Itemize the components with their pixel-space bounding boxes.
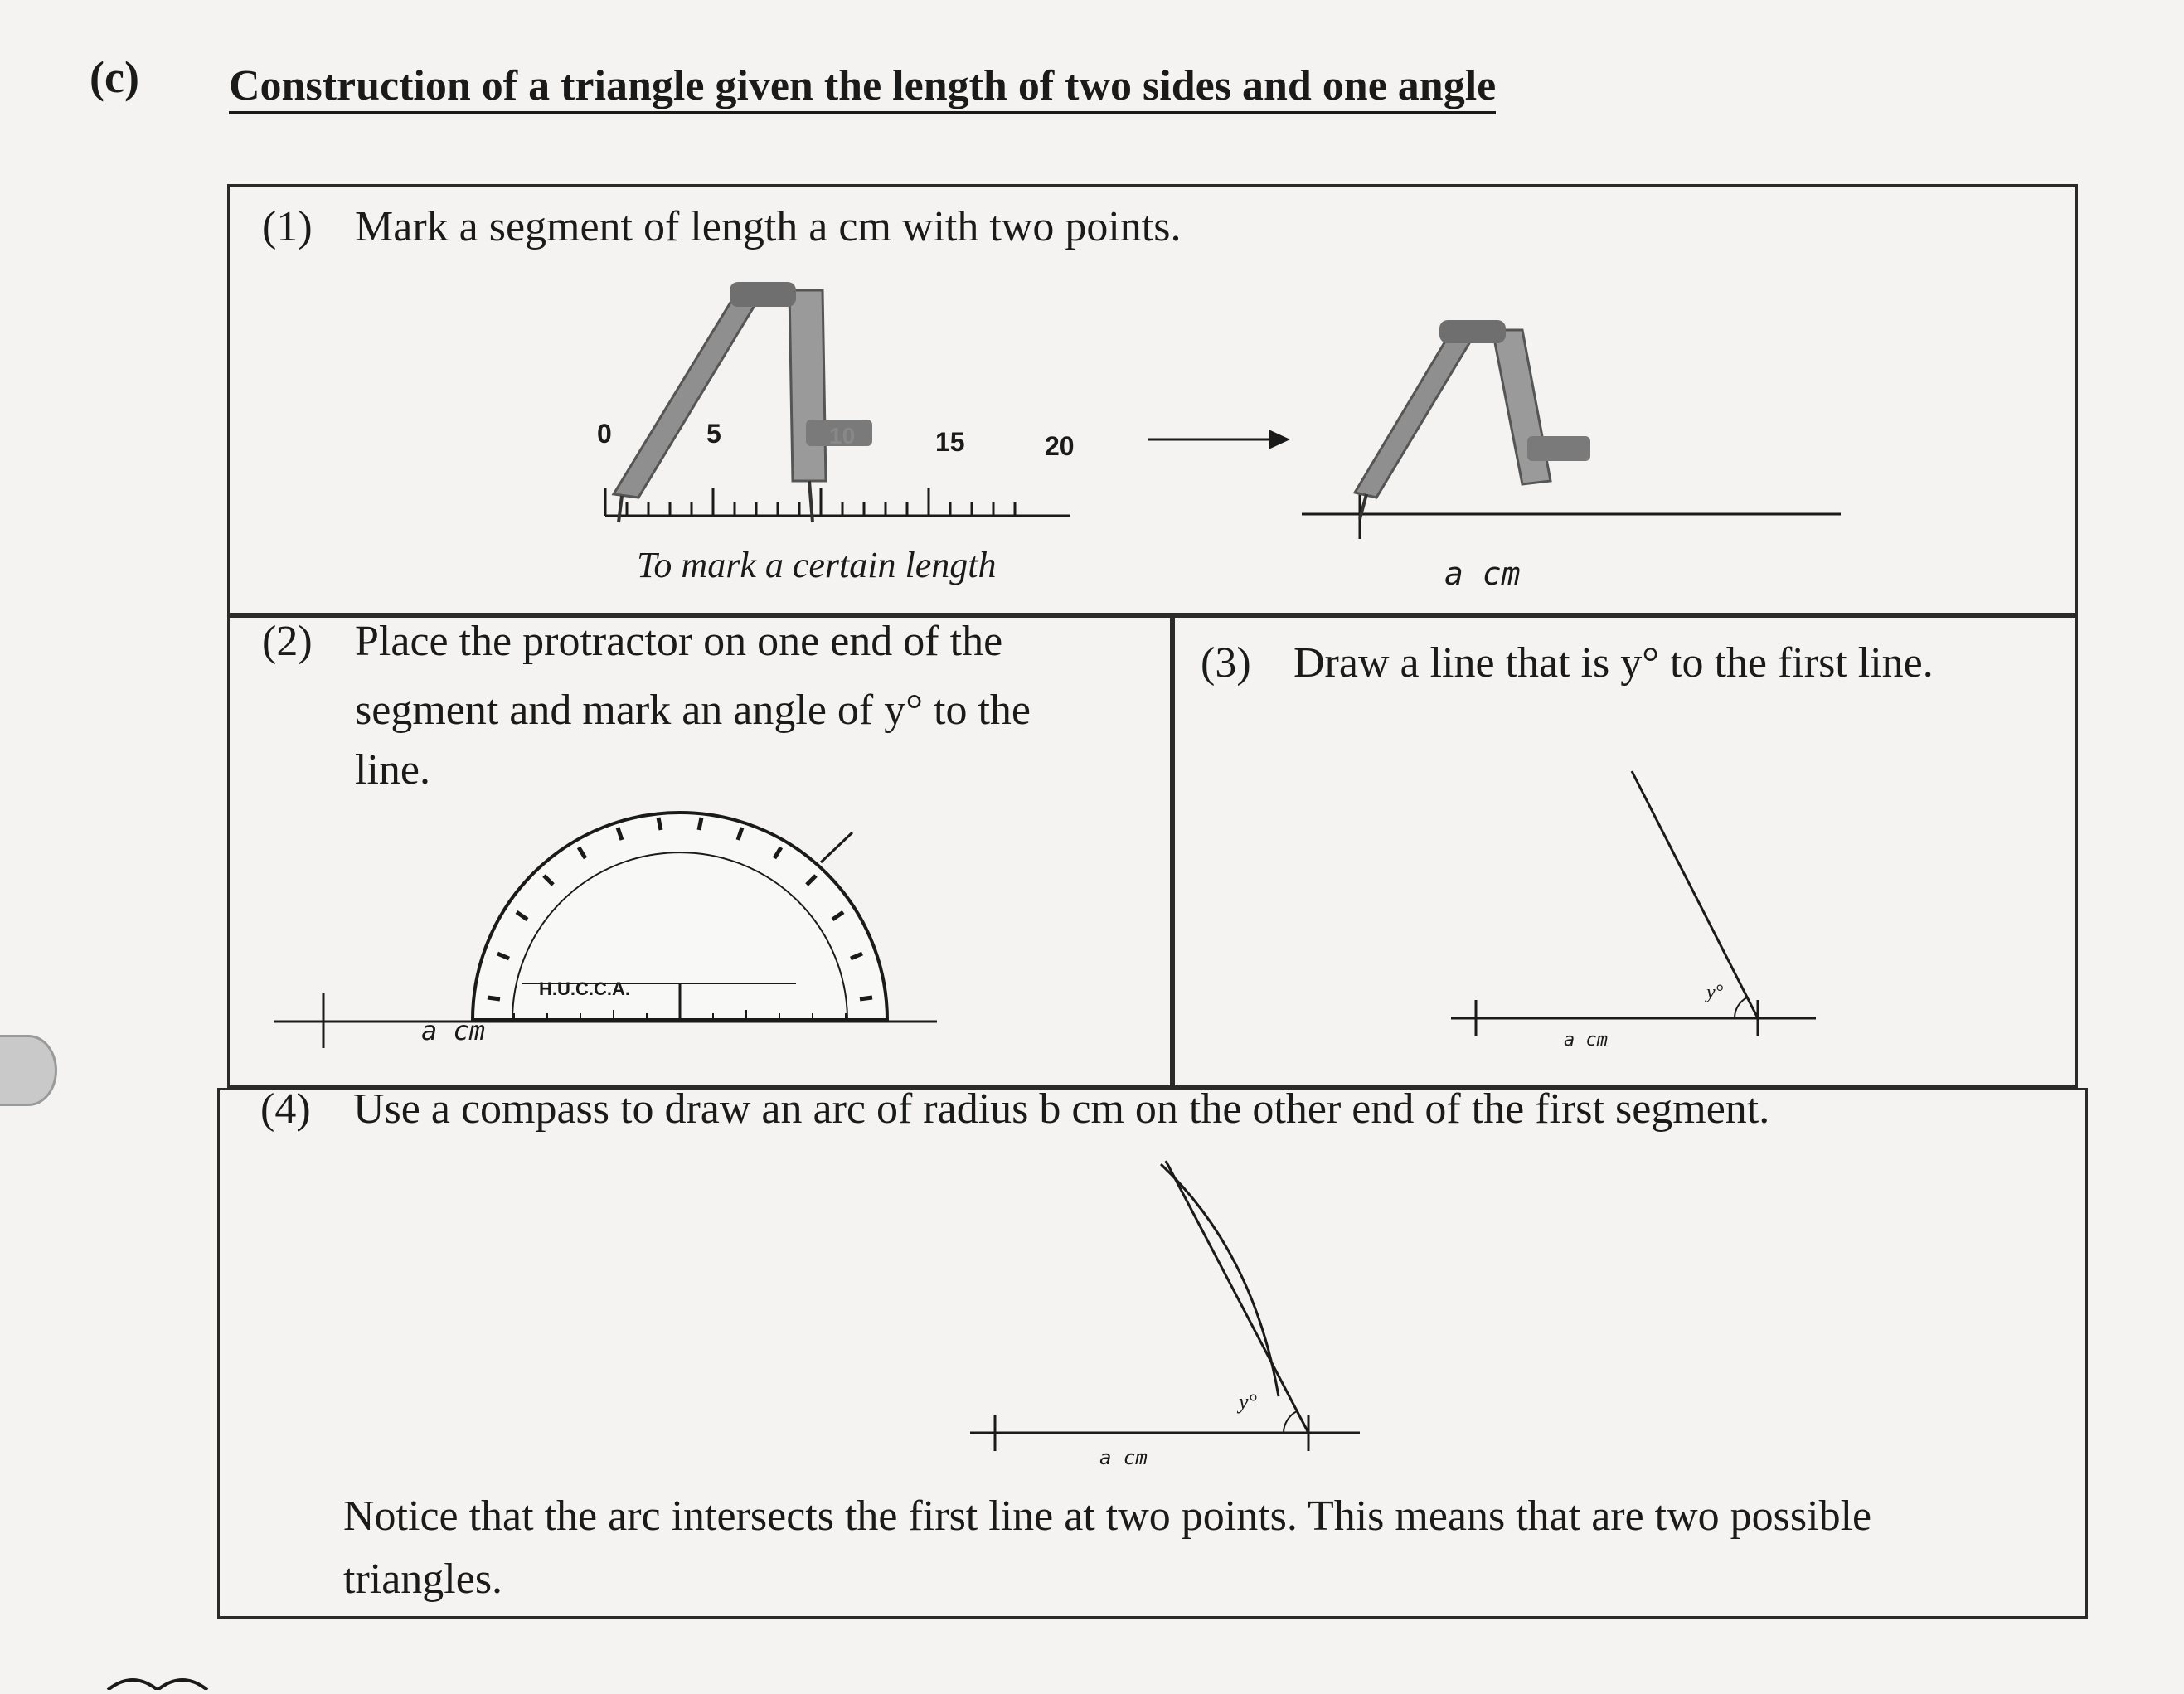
ruler-tick-20: 20 (1045, 431, 1075, 461)
compass-icon (1355, 320, 1590, 519)
angled-line (1166, 1161, 1308, 1433)
section-heading: Construction of a triangle given the length of two sides and one angle (229, 61, 1496, 114)
figure-4-segment-label: a cm (1099, 1446, 1148, 1469)
arrow-right-icon (1144, 423, 1293, 456)
step-4-instruction (260, 1078, 1769, 1141)
figure-1-segment-label: a cm (1444, 556, 1521, 592)
note-line-2: triangles. (343, 1556, 503, 1603)
step-2-line3: line. (355, 746, 430, 794)
step-2-instruction (262, 610, 1002, 673)
step-3-number: (3) (1201, 639, 1251, 687)
figure-1-caption: To mark a certain length (637, 545, 997, 585)
compass-arc (1161, 1164, 1279, 1396)
step-3-text: Draw a line that is y° to the first line. (1293, 639, 1934, 687)
figure-4-angle-label: y° (1239, 1390, 1257, 1414)
cut-off-footer (99, 1667, 1177, 1690)
ruler-tick-15: 15 (935, 427, 965, 457)
compass-on-ruler-figure (464, 274, 1045, 547)
figure-3-angle-label: y° (1706, 982, 1724, 1003)
protractor-icon (473, 813, 887, 1020)
compass-icon (614, 282, 872, 522)
figure-3-segment-label: a cm (1564, 1030, 1608, 1051)
step-2-line1: Place the protractor on one end of the (355, 618, 1003, 665)
protractor-figure (265, 796, 945, 1061)
ruler-tick-5: 5 (706, 419, 721, 449)
step-4-text: Use a compass to draw an arc of radius b cm on the other end of the first segment. (353, 1085, 1770, 1133)
note-line-1: Notice that the arc intersects the first line at two points. This means that are two possible (343, 1493, 1872, 1540)
angled-line-figure (1443, 763, 1824, 1045)
angle-mark (821, 832, 852, 862)
compass-marking-segment-figure (1277, 315, 1857, 547)
step-2-number: (2) (262, 618, 313, 665)
step-1-text: Mark a segment of length a cm with two points. (355, 203, 1182, 250)
step-2-line2: segment and mark an angle of y° to the (355, 687, 1031, 734)
step-4-number: (4) (260, 1085, 311, 1133)
figure-2-segment-label: a cm (421, 1015, 486, 1046)
ruler-tick-10: 10 (829, 423, 856, 449)
ruler-tick-0: 0 (597, 419, 612, 449)
step-3-instruction (1201, 632, 1934, 695)
binder-hole (0, 1035, 57, 1106)
step-1-instruction (262, 196, 1181, 259)
step-1-number: (1) (262, 203, 313, 250)
protractor-brand-label: H.U.C.C.A. (539, 978, 630, 999)
section-label: (c) (90, 52, 139, 102)
compass-arc-figure (962, 1153, 1376, 1459)
angled-line (1632, 771, 1758, 1018)
